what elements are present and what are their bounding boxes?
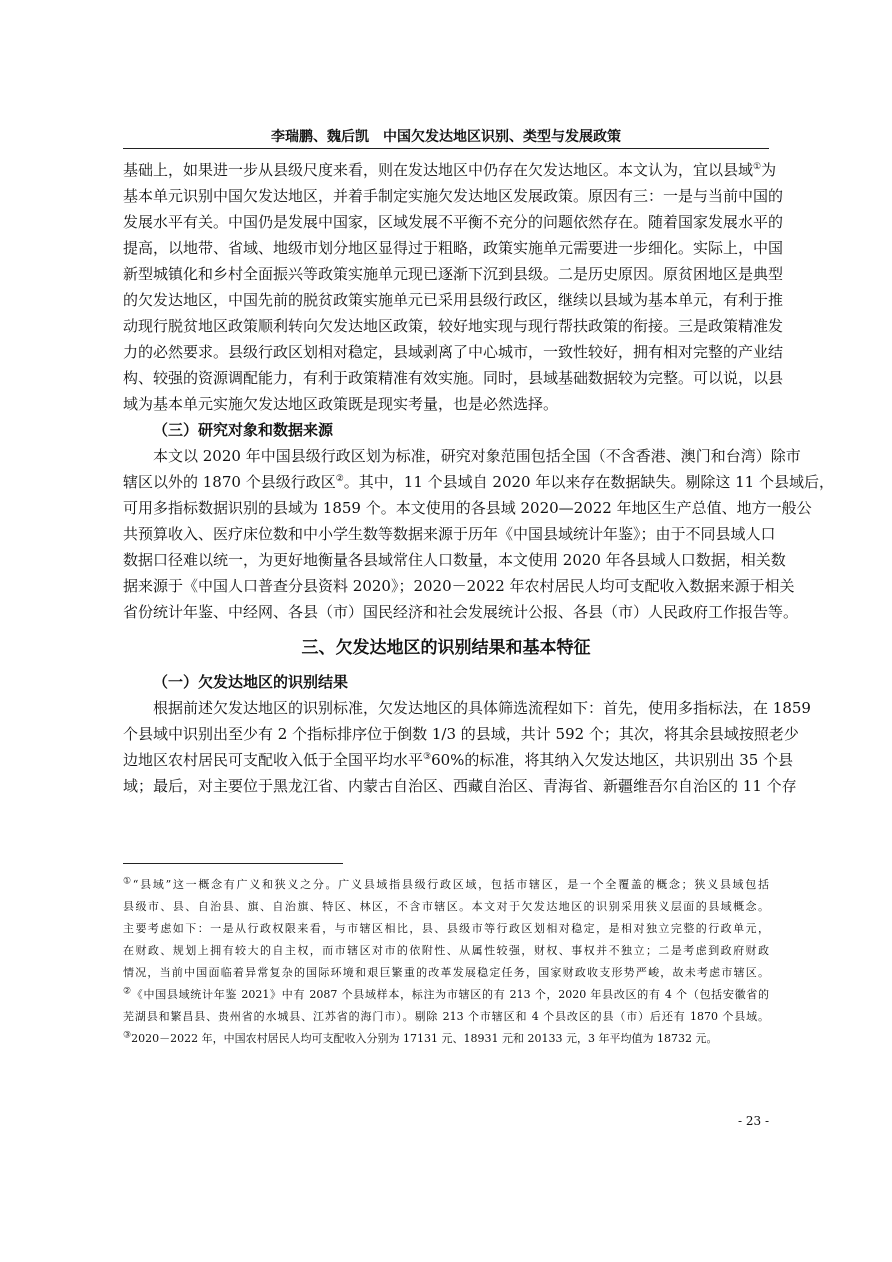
body-line: 辖区以外的 1870 个县级行政区②。其中，11 个县域自 2020 年以来存在数据缺失。剔除这 11 个县域后， [123, 473, 834, 491]
body-line: 构、较强的资源调配能力，有利于政策精准有效实施。同时，县域基础数据较为完整。可以说，以县 [123, 369, 784, 387]
footnote-line: ①“县域”这一概念有广义和狭义之分。广义县域指县级行政区域，包括市辖区，是一个全覆盖的概念；狭义县域包括 [123, 876, 769, 891]
body-line: 根据前述欠发达地区的识别标准，欠发达地区的具体筛选流程如下：首先，使用多指标法，在 1859 [123, 699, 811, 717]
section-title: 三、欠发达地区的识别结果和基本特征 [301, 638, 591, 658]
body-line: 力的必然要求。县级行政区划相对稳定，县域剥离了中心城市，一致性较好，拥有相对完整的产业结 [123, 343, 784, 361]
header-rule [123, 148, 769, 149]
footnote-line: ③2020－2022 年，中国农村居民人均可支配收入分别为 17131 元、18931 元和 20133 元，3 年平均值为 18732 元。 [123, 1030, 718, 1045]
footnote-mark-2[interactable]: ② [335, 474, 344, 484]
footnotes [123, 874, 769, 1050]
footnote-number-1: ① [123, 876, 133, 887]
body-line: 共预算收入、医疗床位数和中小学生数等数据来源于历年《中国县域统计年鉴》；由于不同县域人口 [123, 525, 776, 543]
body-line: 边地区农村居民可支配收入低于全国平均水平③60%的标准，将其纳入欠发达地区，共识别出 35 个县 [123, 751, 794, 769]
footnote-line: 在财政、规划上拥有较大的自主权，而市辖区对市的依附性、从属性较强，财权、事权并不独立；二是考虑到政府财政 [123, 944, 769, 957]
body-line: 本文以 2020 年中国县级行政区划为标准，研究对象范围包括全国（不含香港、澳门和台湾）除市 [123, 447, 801, 465]
footnote-line: 芜湖县和繁昌县、贵州省的水城县、江苏省的海门市）。剔除 213 个市辖区和 4 个县改区的县（市）后还有 1870 个县域。 [123, 1010, 769, 1023]
body-line: 基础上，如果进一步从县级尺度来看，则在发达地区中仍存在欠发达地区。本文认为，宜以县域①为 [123, 161, 777, 179]
footnote-line: 情况，当前中国面临着异常复杂的国际环境和艰巨繁重的改革发展稳定任务，国家财政收支形势严峻，故未考虑市辖区。 [123, 966, 769, 979]
body-line: 据来源于《中国人口普查分县资料 2020》；2020－2022 年农村居民人均可支配收入数据来源于相关 [123, 577, 795, 595]
footnote-line: 主要考虑如下：一是从行政权限来看，与市辖区相比，县、县级市等行政区划相对稳定，是相对独立完整的行政单元， [123, 922, 769, 935]
body-line: 域；最后，对主要位于黑龙江省、内蒙古自治区、西藏自治区、青海省、新疆维吾尔自治区的 11 个存 [123, 777, 797, 795]
subsection-heading-1: （一）欠发达地区的识别结果 [153, 673, 349, 691]
footnote-number-3: ③ [123, 1030, 132, 1041]
footnote-number-2: ② [123, 986, 132, 997]
footnote-line: 县级市、县、自治县、旗、自治旗、特区、林区，不含市辖区。本文对于欠发达地区的识别采用狭义层面的县域概念。 [123, 900, 769, 913]
footnote-line: ②《中国县域统计年鉴 2021》中有 2087 个县域样本，标注为市辖区的有 213 个，2020 年县改区的有 4 个（包括安徽省的 [123, 986, 769, 1001]
body-line: 新型城镇化和乡村全面振兴等政策实施单元现已逐渐下沉到县级。二是历史原因。原贫困地区是典型 [123, 265, 784, 283]
footnote-mark-1[interactable]: ① [753, 162, 762, 172]
body-line: 的欠发达地区，中国先前的脱贫政策实施单元已采用县级行政区，继续以县域为基本单元，有利于推 [123, 291, 784, 309]
body-line: 可用多指标数据识别的县域为 1859 个。本文使用的各县域 2020—2022 年地区生产总值、地方一般公 [123, 499, 812, 517]
body-line: 提高，以地带、省域、地级市划分地区显得过于粗略，政策实施单元需要进一步细化。实际上，中国 [123, 239, 784, 257]
body-line: 个县域中识别出至少有 2 个指标排序位于倒数 1/3 的县域，共计 592 个；其次，将其余县域按照老少 [123, 725, 799, 743]
main-body [123, 157, 834, 799]
subsection-heading-3: （三）研究对象和数据来源 [153, 421, 334, 439]
body-line: 发展水平有关。中国仍是发展中国家，区域发展不平衡不充分的问题依然存在。随着国家发展水平的 [123, 213, 784, 231]
body-line: 数据口径难以统一，为更好地衡量各县域常住人口数量，本文使用 2020 年各县域人口数据，相关数 [123, 551, 786, 569]
body-line: 域为基本单元实施欠发达地区政策既是现实考量，也是必然选择。 [123, 395, 559, 413]
body-line: 省份统计年鉴、中经网、各县（市）国民经济和社会发展统计公报、各县（市）人民政府工作报告等。 [123, 603, 799, 621]
running-header: 李瑞鹏、魏后凯 中国欠发达地区识别、类型与发展政策 [271, 129, 621, 145]
footnote-mark-3[interactable]: ③ [423, 752, 432, 762]
page-number: - 23 - [737, 1114, 769, 1128]
footnote-rule [123, 863, 343, 864]
body-line: 基本单元识别中国欠发达地区，并着手制定实施欠发达地区发展政策。原因有三：一是与当前中国的 [123, 187, 784, 205]
body-line: 动现行脱贫地区政策顺利转向欠发达地区政策，较好地实现与现行帮扶政策的衔接。三是政策精准发 [123, 317, 784, 335]
